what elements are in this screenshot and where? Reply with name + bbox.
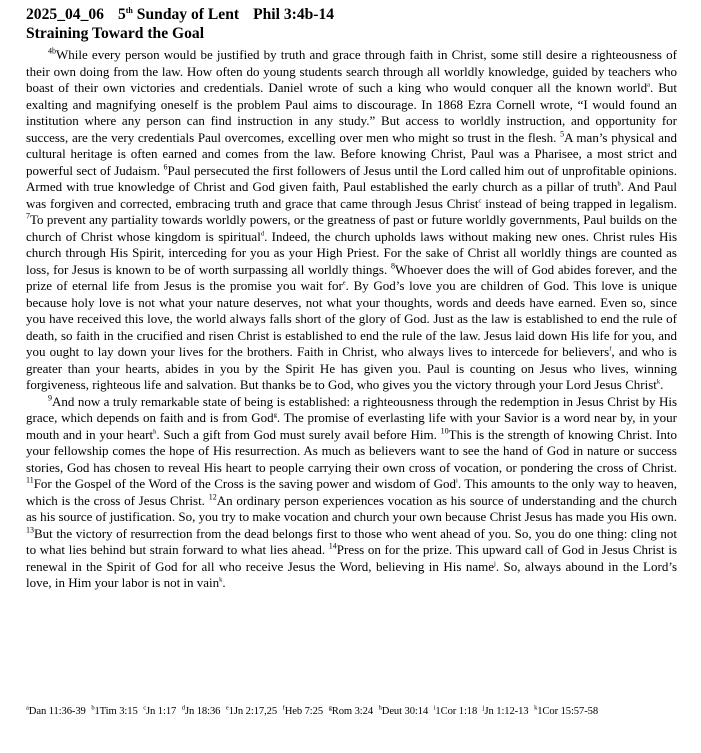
reference-text: 1Tim 3:15 xyxy=(94,706,138,717)
footnote-mark: k xyxy=(534,704,538,712)
verse-number: 11 xyxy=(26,475,34,485)
text-run: . By God’s love you are children of God. This love is unique because holy love is not what your nature deserves, not what your thoughts, words and deeds have earned. Even so, since you have received this love, the world always falls short of the glory of God. Just as the law is established to end the rule of death, so faith in the crucified and risen Christ is established to end the rule of the law. Jesus laid down His life for you, and you ought to lay down your lives for the brothers. Faith in Christ, who always lives to intercede for believers xyxy=(26,278,678,359)
reference-text: 1Cor 15:57-58 xyxy=(537,706,599,717)
text-run: To prevent any partiality towards worldly powers, or the greatness of past or future worldly governments, Paul builds on the church of Christ whose kingdom is spiritual xyxy=(26,212,677,244)
text-run: Whoever does the will of God abides forever, and the prize of eternal life from Jesus is the promise you wait for xyxy=(26,261,677,293)
reference-text: Heb 7:25 xyxy=(284,706,324,717)
text-run: For the Gospel of the Word of the Cross is the saving power and wisdom of God xyxy=(33,476,457,491)
footnote-mark: h xyxy=(378,704,382,712)
footnote-mark: e xyxy=(225,704,229,712)
reference-text: 1Cor 1:18 xyxy=(435,706,478,717)
footnote-mark: g xyxy=(328,704,332,712)
reference-text: Rom 3:24 xyxy=(331,706,374,717)
verse-number: 4b xyxy=(48,46,56,56)
reference-text: Jn 1:12-13 xyxy=(484,706,529,717)
verse-number: 8 xyxy=(390,261,395,271)
text-run: But the victory of resurrection from the dead belongs first to those who went ahead of you. So, you do one thing: cling not to what lies behind but strain forward to what lies ahead. xyxy=(26,525,677,557)
footnote-mark: c xyxy=(478,197,482,205)
sermon-title: Straining Toward the Goal xyxy=(26,25,205,42)
paragraph-1 xyxy=(26,47,677,394)
text-run: , and who is greater than your hearts, abides in you by the Spirit He has given you. Paul is counting on Jesus who lives, winning forgiveness, righteous life and salvation. But thanks be to God, who gives you the victory through your Lord Jesus Christ xyxy=(26,344,677,392)
footnote-ref xyxy=(26,706,86,717)
text-run: While every person would be justified by truth and grace through faith in Christ, some still desire a righteousness of their own doing from the law. How often do young students search through all worldly knowledge, guided by teachers who boast of their own victories and credentials. Daniel wrote of such a king who would conquer all the known world xyxy=(26,47,677,95)
footnote-ref xyxy=(226,706,277,717)
reference-text: Deut 30:14 xyxy=(381,706,429,717)
footnote-ref xyxy=(434,706,478,717)
verse-number: 12 xyxy=(208,492,217,502)
footnote-ref xyxy=(91,706,137,717)
text-run: . xyxy=(660,377,664,392)
text-run: . xyxy=(222,575,226,590)
verse-number: 9 xyxy=(48,393,52,403)
footnote-mark: f xyxy=(282,704,285,712)
reference-text: Dan 11:36-39 xyxy=(28,706,86,717)
footnote-mark: j xyxy=(482,704,485,712)
reference-text: 1Jn 2:17,25 xyxy=(228,706,278,717)
footnote-ref xyxy=(143,706,176,717)
verse-number: 5 xyxy=(560,129,565,139)
footnote-mark: g xyxy=(273,411,277,419)
footnote-ref xyxy=(379,706,429,717)
text-run: Press on for the prize. This upward call of God in Jesus Christ is renewal in the Spirit of God for all who receive Jesus the Word, believing in His name xyxy=(26,542,678,574)
text-run: This is the strength of knowing Christ. Into your fellowship comes the hope of His resurrection. As much as believers want to see the hand of God in nature or success stories, God has chosen to reveal His heart to people carrying their own cross of vocation, or pondering the cross of Christ. xyxy=(26,426,677,475)
sermon-body xyxy=(26,47,677,592)
text-run: And now a truly remarkable state of being is established: a righteousness through the redemption in Jesus Christ by His grace, which depends on faith and is from God xyxy=(26,393,677,425)
footnote-ref xyxy=(283,706,323,717)
text-run: . And Paul was forgiven and corrected, embracing truth and grace that came through Jesus Christ xyxy=(26,179,677,211)
text-run: . But exalting and magnifying oneself is the problem Paul aims to discourage. In 1868 Ezra Cornell wrote, “I would found an institution where any person can find instruction in any study.” But access to worldly instruction, and opportunity for success, are the very credentials Paul overcomes, excelling over men who might so trust in the flesh. xyxy=(26,80,677,145)
footnote-ref xyxy=(534,706,598,717)
text-run: . The promise of everlasting life with your Savior is a word near by, in your mouth and in your heart xyxy=(26,410,677,442)
reference-text: Jn 1:17 xyxy=(146,706,177,717)
paragraph-2 xyxy=(26,394,677,592)
footnote-mark: j xyxy=(494,560,496,568)
verse-number: 10 xyxy=(440,426,449,436)
text-run: . So, always abound in the Lord’s love, in Him your labor is not in vain xyxy=(26,558,678,590)
footnote-ref xyxy=(483,706,529,717)
text-run: An ordinary person experiences vocation as his source of understanding and the church as his source of justification. So, you try to make vocation and church your own because Christ Jesus has made you His own. xyxy=(26,492,677,524)
footnote-mark: e xyxy=(342,279,346,287)
header-line xyxy=(26,5,677,24)
footnote-mark: k xyxy=(219,576,223,584)
footnote-mark: a xyxy=(647,81,650,89)
footnote-mark: b xyxy=(91,704,95,712)
text-run: Paul persecuted the first followers of Jesus until the Lord called him out of unprofitable opinions. Armed with true knowledge of Christ and God given faith, Paul established the early church as a pillar of truth xyxy=(26,162,677,194)
verse-number: 13 xyxy=(26,525,34,535)
verse-number: 14 xyxy=(328,541,337,551)
reference-text: Jn 18:36 xyxy=(184,706,221,717)
text-run: A man’s physical and cultural heritage is often earned and comes from the law. Before knowing Christ, Paul was a Pharisee, a most strict and powerful sect of Judaism. xyxy=(26,129,677,178)
verse-number: 7 xyxy=(26,211,30,221)
footnote-mark: d xyxy=(181,704,185,712)
text-run: . Such a gift from God must surely avail before Him. xyxy=(156,426,441,442)
sunday-number: 5 xyxy=(117,6,126,23)
footnote-mark: c xyxy=(143,704,147,712)
text-run: . Indeed, the church upholds laws without making new ones. Christ rules His church through His Spirit, interceding for you as your High Priest. For the sake of Christ all worldly things are counted as loss, for Jesus is known to be of worth surpassing all worldly things. xyxy=(26,228,678,277)
footnote-ref xyxy=(182,706,221,717)
text-run: instead of being trapped in legalism. xyxy=(481,195,677,211)
sunday-ordinal: th xyxy=(125,5,133,15)
sermon-date: 2025_04_06 xyxy=(26,6,104,23)
footnote-mark: i xyxy=(433,704,436,712)
footnote-mark: h xyxy=(153,428,157,436)
scripture-passage: Phil 3:4b-14 xyxy=(253,6,335,23)
footnote-mark: f xyxy=(609,345,612,353)
footnote-ref xyxy=(329,706,373,717)
footnote-mark: a xyxy=(26,704,29,712)
verse-number: 6 xyxy=(163,162,168,172)
footnote-mark: b xyxy=(617,180,621,188)
footnote-mark: d xyxy=(260,230,265,238)
footnote-references xyxy=(26,706,677,717)
text-run: . This amounts to the only way to heaven, which is the cross of Jesus Christ. xyxy=(26,476,677,508)
footnote-mark: i xyxy=(456,477,458,485)
sunday-name: Sunday of Lent xyxy=(136,6,240,23)
footnote-mark: k xyxy=(656,378,661,386)
